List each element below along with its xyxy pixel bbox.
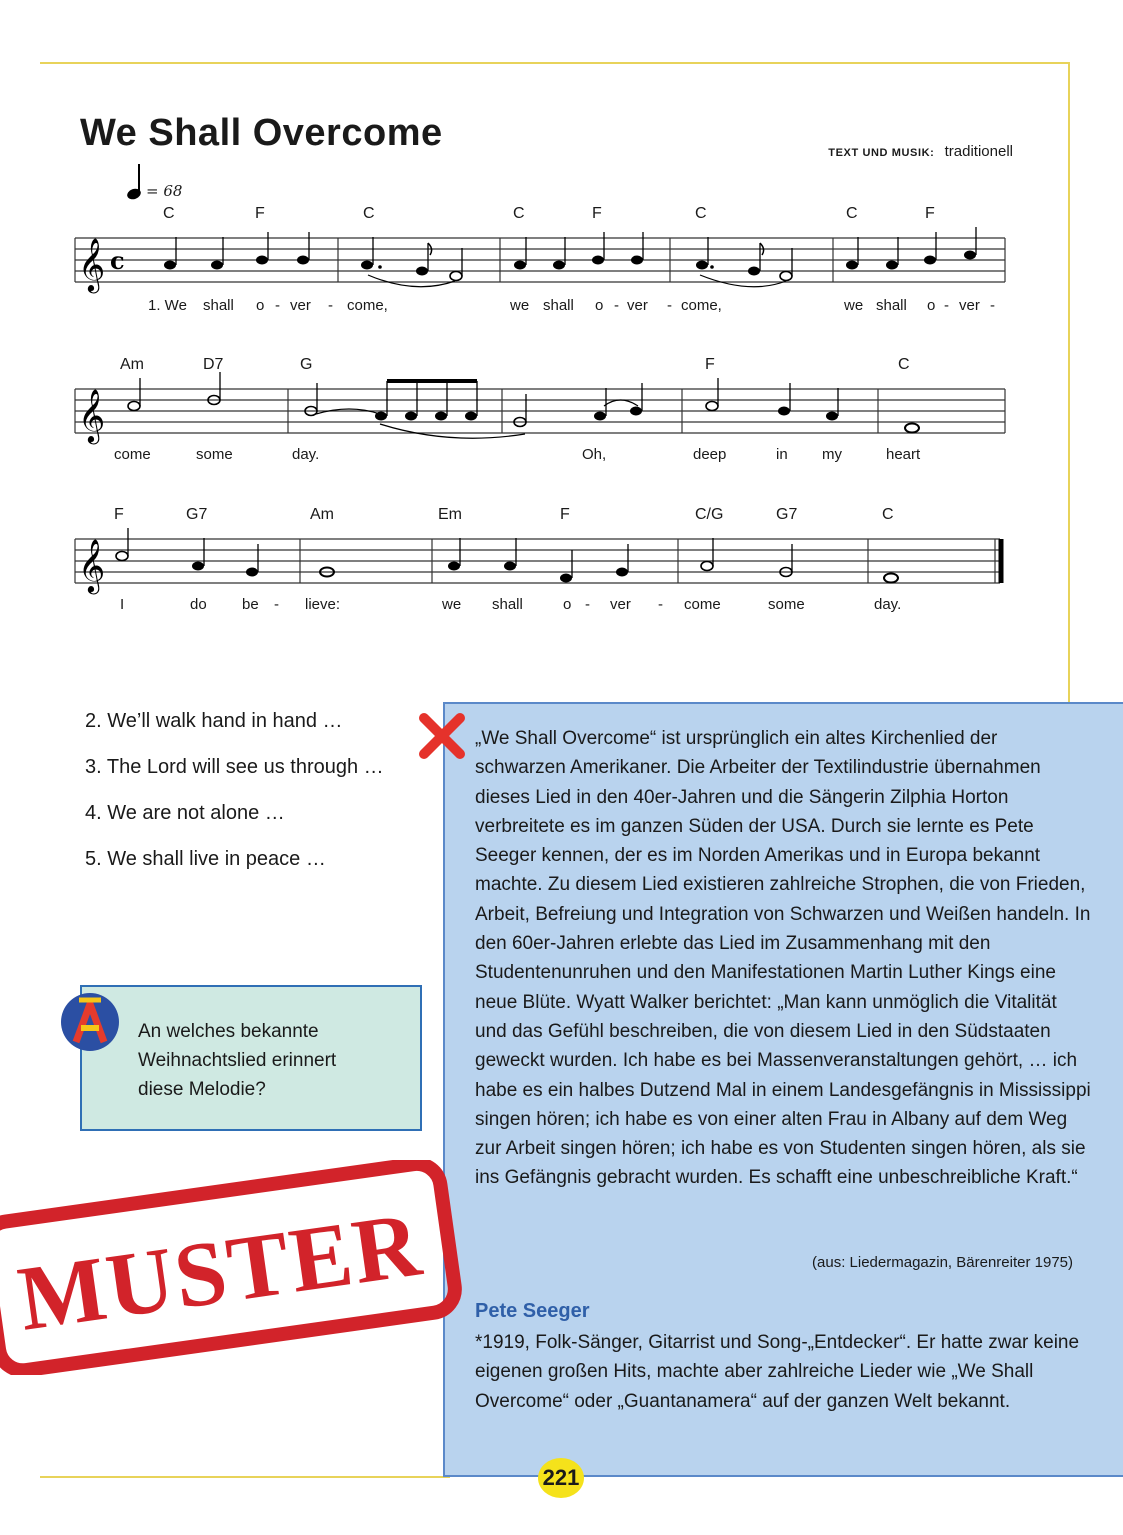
music-staff [70,225,1010,305]
music-staff [70,376,1010,456]
lyric: I [120,596,125,613]
chord: F [255,205,265,222]
quiz-question [138,1017,408,1104]
lyric: - [944,297,949,314]
lyric: - [667,297,672,314]
lyric: o [563,596,572,613]
quiz-line: An welches bekannte [138,1021,319,1042]
chord: Am [310,506,334,523]
lyric: come, [347,297,388,314]
lyric: my [822,446,842,463]
staff-system-2 [70,356,1010,476]
music-staff [70,526,1010,606]
verse-list [85,698,384,882]
page-frame-right [1068,62,1070,702]
lyric: shall [203,297,234,314]
verse-item: 2. We’ll walk hand in hand … [85,710,343,732]
lyric: come [684,596,721,613]
chord: C [898,356,910,373]
credit-value: traditionell [944,143,1013,160]
page-number: 221 [538,1458,584,1498]
lyric: shall [492,596,523,613]
info-paragraph: „We Shall Overcome“ ist ursprünglich ein altes Kirchenlied der schwarzen Amerikaner. Die Arbeiter der Textilindustrie übernahmen dieses Lied in den 40er-Jahren und die Sängerin Zilphia Horton verbreitete es im ganzen Süden der USA. Durch sie lernte es Pete Seeger kennen, der es im Norden Amerikas und in Europa bekannt machte. Zu diesem Lied existieren zahlreiche Strophen, die von Frieden, Arbeit, Befreiung und Integration von Schwarzen und Weißen handeln. In den 60er-Jahren erlebte das Lied im Zusammenhang mit den Studentenunruhen und den Manifestationen Martin Luther Kings eine neue Blüte. Wyatt Walker berichtet: „Man kann unmöglich die Vitalität und das Gefühl beschreiben, die von diesem Lied in den Südstaaten geweckt wurden. Ich habe es bei Massenveranstaltungen gehört, … ich habe es ein halbes Dutzend Mal in einem Landesgefängnis in Mississippi singen hören; ich habe es von einer alten Frau in Albany auf dem Weg zur Arbeit singen hören; ich habe es von Studenten singen hören, als sie ins Gefängnis gebracht wurden. Es schafft eine unbeschreibliche Kraft.“ [475,728,1091,1189]
lyric: ver [627,297,648,314]
quiz-box [80,985,422,1131]
svg-text:𝄞: 𝄞 [78,388,106,442]
lyric: we [442,596,462,613]
credit-label: TEXT UND MUSIK: [828,147,935,159]
lyric: o [927,297,936,314]
muster-stamp [0,1160,470,1375]
chord: G [300,356,313,373]
seeger-heading: Pete Seeger [475,1300,590,1322]
lyric: we [510,297,530,314]
svg-text:c: c [110,246,125,275]
chord: F [114,506,124,523]
chord: F [592,205,602,222]
chord: D7 [203,356,224,373]
lyric: we [844,297,864,314]
lyric: come, [681,297,722,314]
chord: C [363,205,375,222]
lyric: in [776,446,788,463]
lyric: some [196,446,233,463]
lyric: come [114,446,151,463]
lyric: ver [959,297,980,314]
page-frame-bottom [40,1476,450,1478]
lyric: - [658,596,663,613]
chord: G7 [186,506,208,523]
quiz-line: Weihnachtslied erinnert [138,1050,337,1071]
staff-system-3 [70,506,1010,626]
chord: C [882,506,894,523]
song-title: We Shall Overcome [80,112,443,154]
seeger-text: *1919, Folk-Sänger, Gitarrist und Song-„Entdecker“. Er hatte zwar keine eigenen großen Hits, machte aber zahlreiche Lieder wie „We Shall Overcome“ oder „Guantanamera“ auf der ganzen Welt bekannt. [475,1332,1080,1412]
tempo-marking: = 68 [146,182,183,200]
lyric: be [242,596,259,613]
lyric: - [990,297,995,314]
lyric: some [768,596,805,613]
chord: Em [438,506,462,523]
chord: G7 [776,506,798,523]
staff-system-1 [70,205,1010,325]
info-box [443,702,1123,1477]
lyric: do [190,596,207,613]
lyric: heart [886,446,921,463]
verse-item: 5. We shall live in peace … [85,848,326,870]
chord: Am [120,356,144,373]
chord: C [163,205,175,222]
lyric: shall [543,297,574,314]
lyric: o [595,297,604,314]
lyric: ver [290,297,311,314]
lyric: - [328,297,333,314]
lyric: - [275,297,280,314]
chord: F [705,356,715,373]
lyric: - [614,297,619,314]
info-source: (aus: Liedermagazin, Bärenreiter 1975) [812,1254,1073,1271]
quiz-icon [58,990,122,1054]
chord: F [925,205,935,222]
lyric: Oh, [582,446,607,463]
stamp-text: MUSTER [12,1192,429,1350]
lyric: day. [292,446,320,463]
lyric: - [585,596,590,613]
lyric: - [274,596,279,613]
lyric: ver [610,596,631,613]
chord: C [695,205,707,222]
chord: C/G [695,506,724,523]
close-icon [416,710,468,762]
lyric: lieve: [305,596,341,613]
lyric: shall [876,297,907,314]
lyric: day. [874,596,902,613]
page-frame-top [40,62,1070,64]
quiz-line: diese Melodie? [138,1079,266,1100]
lyric: deep [693,446,727,463]
svg-text:𝄞: 𝄞 [78,237,106,291]
lyric: o [256,297,265,314]
chord: F [560,506,570,523]
chord: C [846,205,858,222]
svg-text:𝄞: 𝄞 [78,538,106,592]
song-credit [828,143,1013,160]
lyric: 1. We [148,297,187,314]
chord: C [513,205,525,222]
verse-item: 4. We are not alone … [85,802,285,824]
verse-item: 3. The Lord will see us through … [85,756,384,778]
